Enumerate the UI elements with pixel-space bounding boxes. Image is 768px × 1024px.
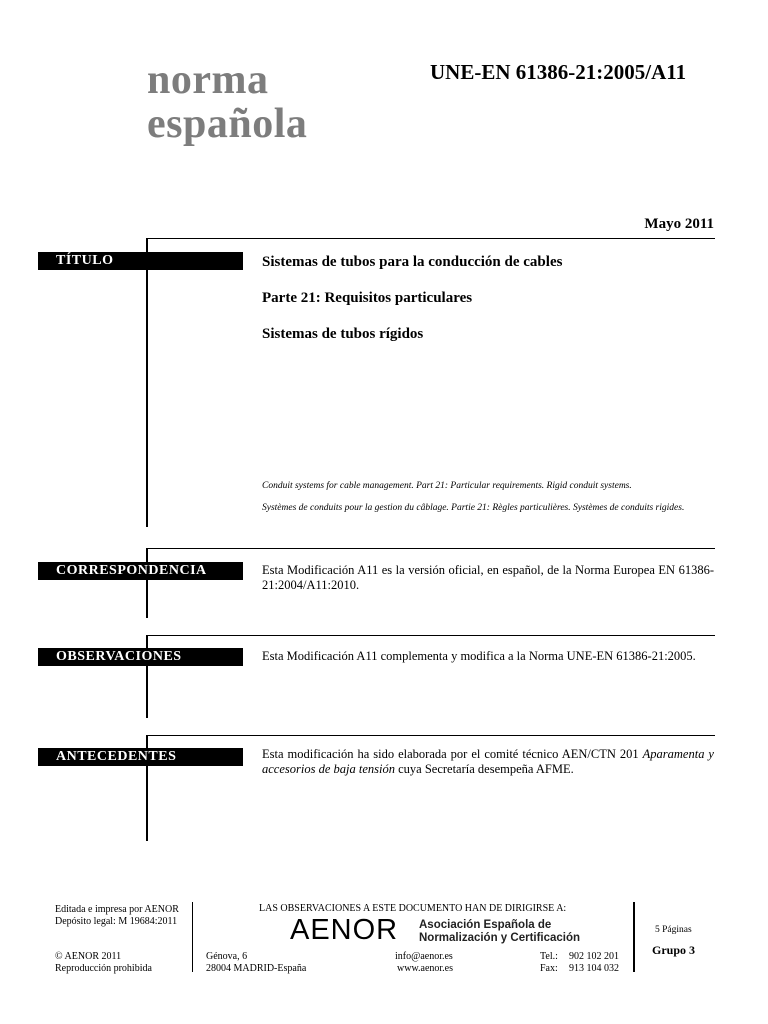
- antecedentes-label: ANTECEDENTES: [38, 748, 243, 766]
- correspondencia-label: CORRESPONDENCIA: [38, 562, 243, 580]
- title-french: Systèmes de conduits pour la gestion du câblage. Partie 21: Règles particulières. Systèmes de conduits rigides.: [262, 503, 685, 513]
- correspondencia-text: Esta Modificación A11 es la versión oficial, en español, de la Norma Europea EN 61386-21:2004/A11:2010.: [262, 563, 714, 592]
- aenor-org-line1: Asociación Española de: [419, 919, 552, 931]
- standard-code: UNE-EN 61386-21:2005/A11: [430, 60, 687, 84]
- edited-by: Editada e impresa por AENOR: [55, 904, 179, 915]
- observaciones-label: OBSERVACIONES: [38, 648, 243, 666]
- reproduccion-prohibida: Reproducción prohibida: [55, 963, 152, 974]
- titulo-divider: [146, 238, 715, 239]
- antecedentes-text-before: Esta modificación ha sido elaborada por el comité técnico AEN/CTN 201: [262, 747, 643, 761]
- norma-line1: norma: [147, 57, 269, 103]
- aenor-logo: AENOR: [290, 914, 399, 946]
- antecedentes-committee-name: Aparamenta y accesorios de baja tensión: [262, 747, 714, 776]
- tel-value: 902 102 201: [569, 951, 619, 962]
- antecedentes-text: [262, 747, 714, 777]
- copyright: © AENOR 2011: [55, 951, 122, 962]
- title-line-1: Sistemas de tubos para la conducción de cables: [262, 254, 563, 270]
- page-count: 5 Páginas: [655, 925, 692, 935]
- antecedentes-text-after: cuya Secretaría desempeña AFME.: [394, 762, 574, 776]
- fax-label: Fax:: [540, 963, 558, 974]
- title-line-2: Parte 21: Requisitos particulares: [262, 290, 473, 306]
- web-link[interactable]: www.aenor.es: [397, 963, 454, 974]
- footer-divider-right: [633, 902, 635, 972]
- publication-date: Mayo 2011: [644, 216, 714, 232]
- deposito-legal: Depósito legal: M 19684:2011: [55, 916, 178, 927]
- title-line-3: Sistemas de tubos rígidos: [262, 326, 424, 342]
- titulo-label: TÍTULO: [38, 252, 243, 270]
- address-line1: Génova, 6: [206, 951, 248, 962]
- address-line2: 28004 MADRID-España: [206, 963, 307, 974]
- tel-label: Tel.:: [540, 951, 558, 962]
- titulo-vertical-rule: [146, 238, 148, 527]
- title-english: Conduit systems for cable management. Part 21: Particular requirements. Rigid conduit systems.: [262, 481, 632, 491]
- correspondencia-divider: [146, 548, 715, 549]
- correspondencia-vertical-rule: [146, 548, 148, 618]
- observaciones-text: Esta Modificación A11 complementa y modifica a la Norma UNE-EN 61386-21:2005.: [262, 649, 696, 663]
- observaciones-heading: LAS OBSERVACIONES A ESTE DOCUMENTO HAN DE DIRIGIRSE A:: [259, 903, 567, 914]
- email-link[interactable]: info@aenor.es: [395, 951, 453, 962]
- aenor-org-line2: Normalización y Certificación: [419, 932, 581, 944]
- norma-espanola-title: [147, 58, 307, 146]
- grupo: Grupo 3: [652, 943, 696, 957]
- antecedentes-divider: [146, 735, 715, 736]
- aenor-org-name: [419, 919, 580, 945]
- observaciones-divider: [146, 635, 715, 636]
- footer-divider-left: [192, 902, 193, 972]
- fax-value: 913 104 032: [569, 963, 619, 974]
- norma-line2: española: [147, 101, 308, 147]
